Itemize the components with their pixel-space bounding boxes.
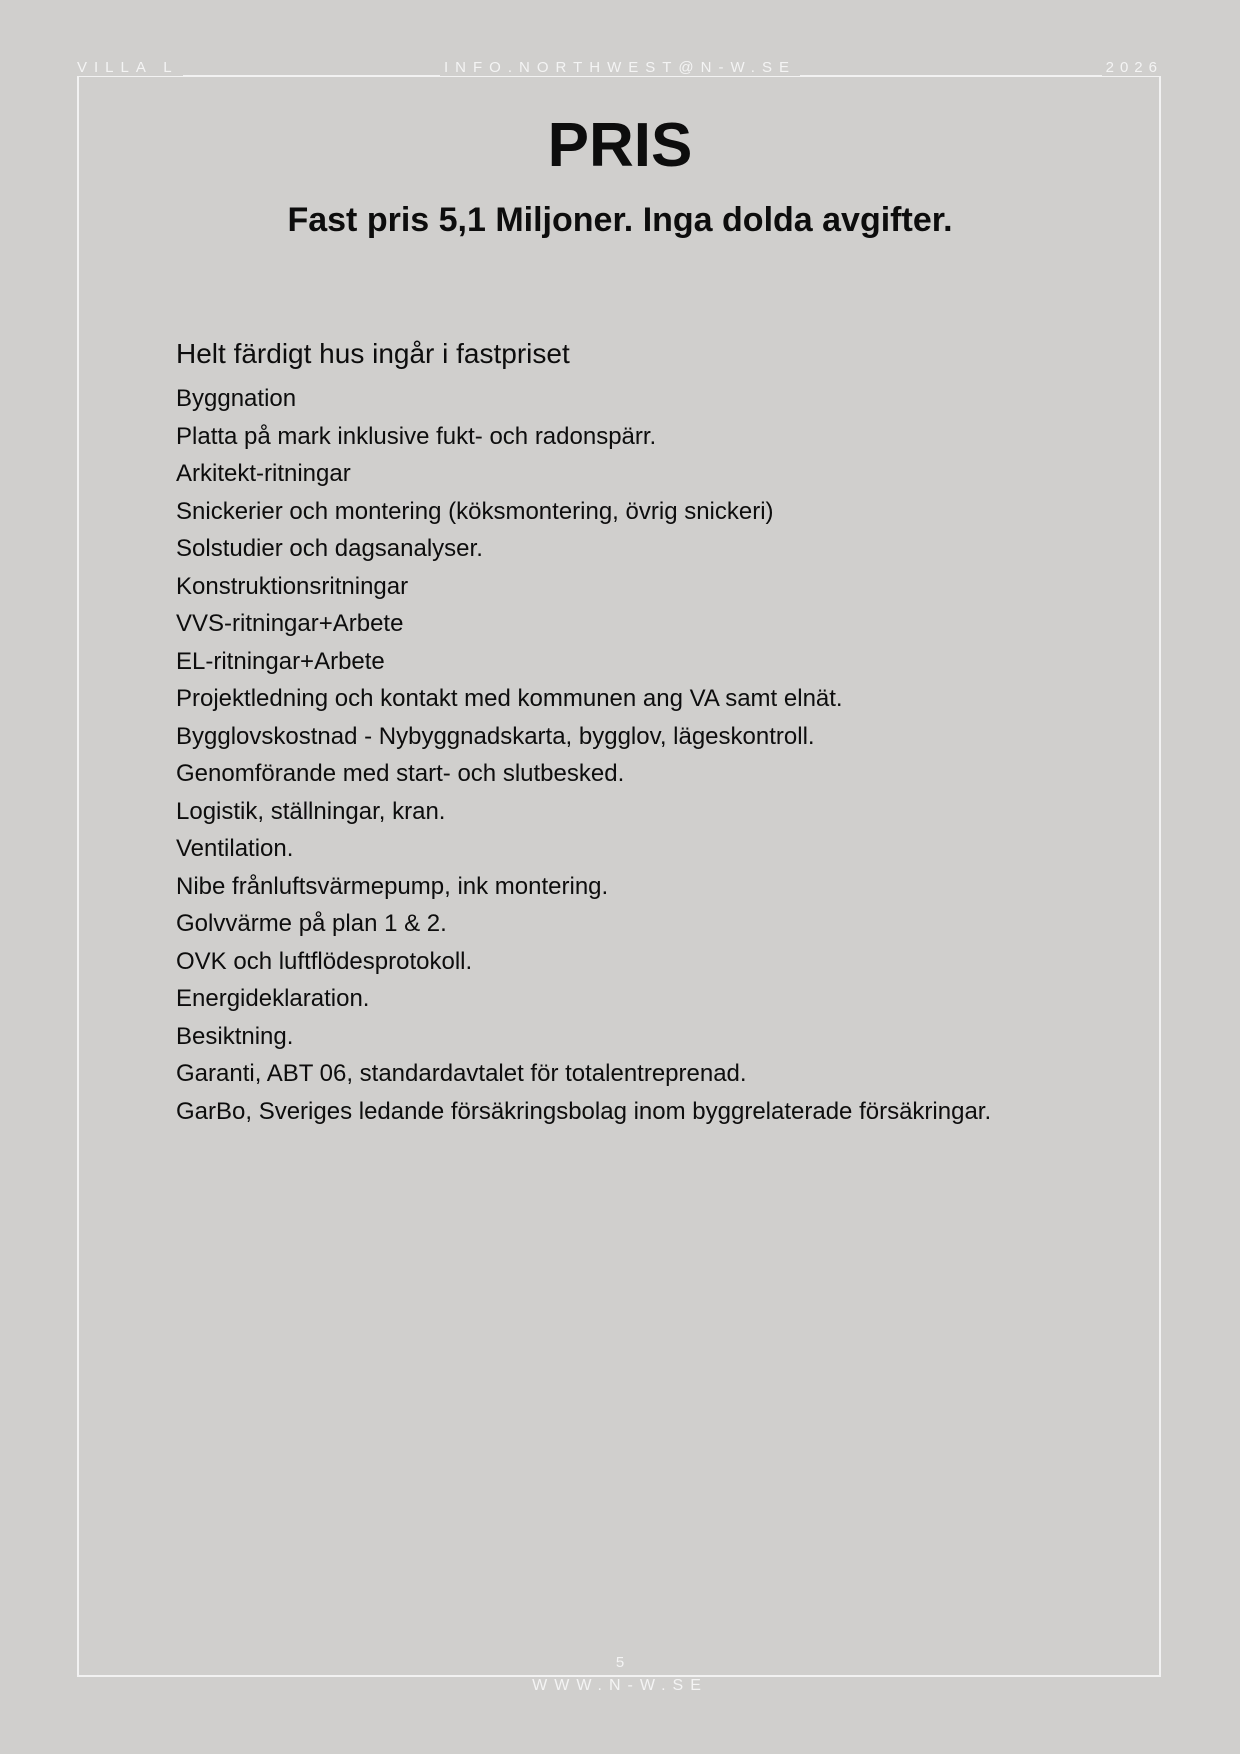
list-item: Arkitekt-ritningar [176, 460, 351, 487]
price-subtitle: Fast pris 5,1 Miljoner. Inga dolda avgifter. [287, 201, 953, 239]
list-item: Solstudier och dagsanalyser. [176, 535, 483, 562]
list-item: Projektledning och kontakt med kommunen ang VA samt elnät. [176, 685, 843, 712]
page-title: PRIS [547, 111, 693, 180]
list-item: Garanti, ABT 06, standardavtalet för totalentreprenad. [176, 1060, 747, 1087]
list-item: Besiktning. [176, 1022, 294, 1050]
header-project-name: VILLA L [77, 60, 183, 76]
list-item: EL-ritningar+Arbete [176, 647, 385, 675]
list-item: Platta på mark inklusive fukt- och radonspärr. [176, 422, 657, 450]
list-item: Golvvärme på plan 1 & 2. [176, 910, 447, 937]
header-email-text: INFO.NORTHWEST@N-W.SE [440, 59, 800, 76]
section-heading: Helt färdigt hus ingår i fastpriset [176, 338, 570, 369]
list-item: Ventilation. [176, 835, 294, 862]
list-item: VVS-ritningar+Arbete [176, 610, 404, 637]
list-item: Nibe frånluftsvärmepump, ink montering. [176, 872, 609, 900]
list-item: Byggnation [176, 385, 297, 412]
page-number: 5 [615, 1654, 625, 1671]
list-item: Energideklaration. [176, 985, 370, 1012]
footer-website: WWW.N-W.SE [532, 1677, 708, 1694]
list-item: Snickerier och montering (köksmontering, övrig snickeri) [176, 497, 774, 525]
header-year: 2026 [1102, 60, 1163, 76]
included-items-list [176, 380, 991, 1130]
list-item: Bygglovskostnad - Nybyggnadskarta, bygglov, lägeskontroll. [176, 722, 815, 750]
list-item: Konstruktionsritningar [176, 572, 409, 600]
list-item: Logistik, ställningar, kran. [176, 797, 446, 825]
list-item: OVK och luftflödesprotokoll. [176, 947, 473, 975]
list-item: GarBo, Sveriges ledande försäkringsbolag inom byggrelaterade försäkringar. [176, 1097, 992, 1125]
header-email [0, 60, 1240, 76]
list-item: Genomförande med start- och slutbesked. [176, 760, 625, 787]
